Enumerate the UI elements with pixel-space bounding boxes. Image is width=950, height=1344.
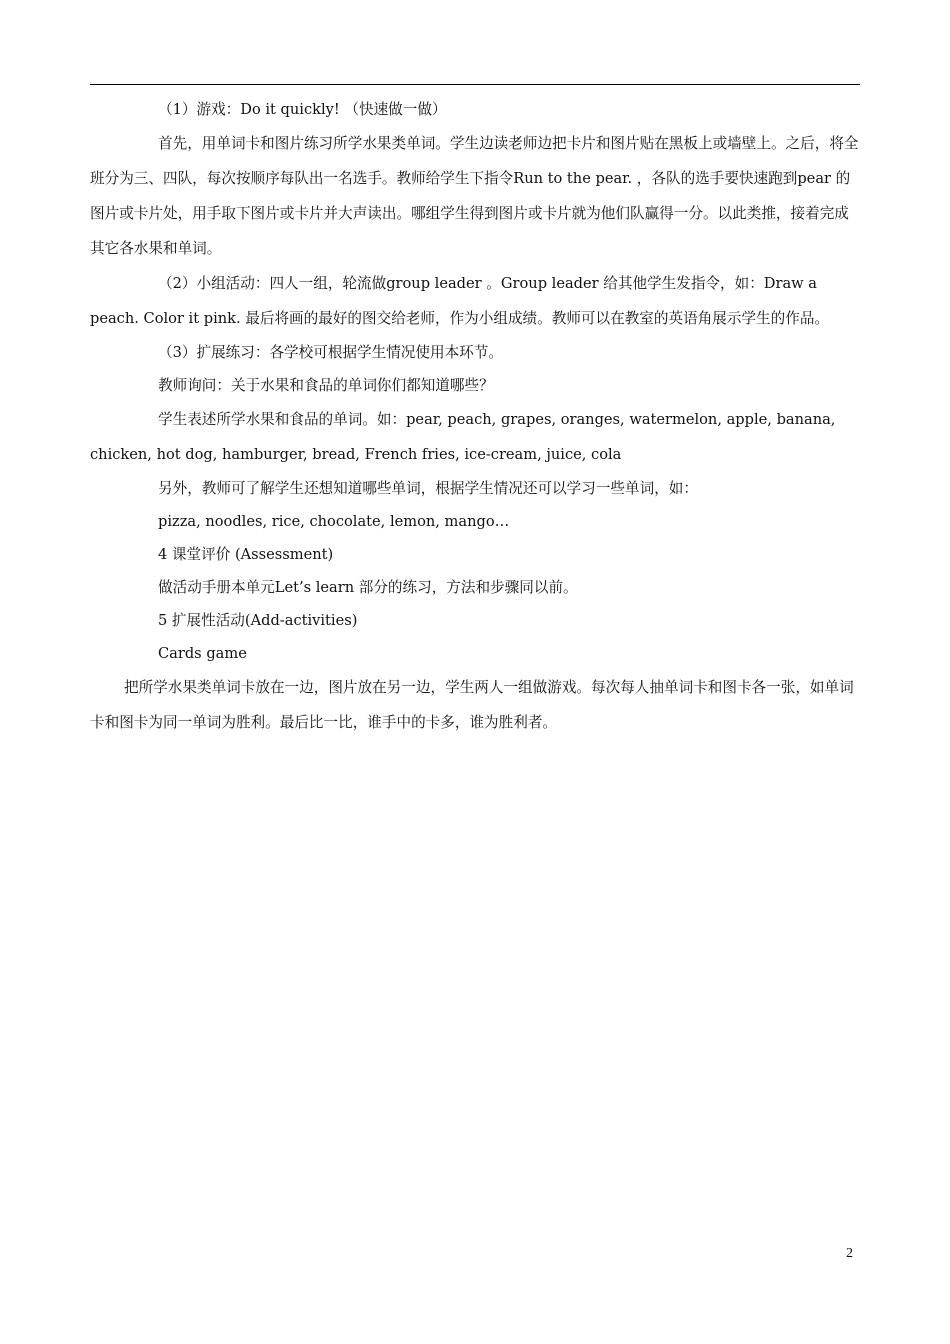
paragraph-teacher-question: 教师询问：关于水果和食品的单词你们都知道哪些？ [158,377,494,394]
paragraph-assessment: 做活动手册本单元Let’s learn 部分的练习，方法和步骤同以前。 [158,579,578,596]
heading-cards-game: Cards game [158,645,247,662]
paragraph-game-title: （1）游戏：Do it quickly! （快速做一做） [158,101,447,118]
page-number: 2 [846,1246,853,1261]
paragraph-extra-word-list: pizza, noodles, rice, chocolate, lemon, mango… [158,513,510,530]
header-rule [90,84,860,85]
heading-assessment: 4 课堂评价 (Assessment) [158,546,334,563]
paragraph-additional-words: 另外，教师可了解学生还想知道哪些单词，根据学生情况还可以学习一些单词，如： [158,480,698,497]
heading-add-activities: 5 扩展性活动(Add-activities) [158,612,358,629]
paragraph-group-activity: （2）小组活动：四人一组，轮流做group leader 。Group leader 给其他学生发指令，如：Draw a peach. Color it pink. 最后将画的最好的图交给老师，作为小组成绩。教师可以在教室的英语角展示学生的作品。 [90,275,830,327]
paragraph-student-words: 学生表述所学水果和食品的单词。如：pear, peach, grapes, oranges, watermelon, apple, banana, chicken, hot dog, hamburger, bread, French fries, ice-cream, juice, cola [90,411,836,463]
document-body [90,93,860,740]
paragraph-extension-practice: （3）扩展练习：各学校可根据学生情况使用本环节。 [158,344,503,361]
paragraph-game-description: 首先，用单词卡和图片练习所学水果类单词。学生边读老师边把卡片和图片贴在黑板上或墙壁上。之后，将全班分为三、四队，每次按顺序每队出一名选手。教师给学生下指令Run to the pear. ，各队的选手要快速跑到pear 的图片或卡片处，用手取下图片或卡片并大声读出。哪组学生得到图片或卡片就为他们队赢得一分。以此类推，接着完成其它各水果和单词。 [90,135,859,257]
paragraph-cards-game: 把所学水果类单词卡放在一边，图片放在另一边，学生两人一组做游戏。每次每人抽单词卡和图卡各一张，如单词卡和图卡为同一单词为胜利。最后比一比，谁手中的卡多，谁为胜利者。 [90,679,854,731]
